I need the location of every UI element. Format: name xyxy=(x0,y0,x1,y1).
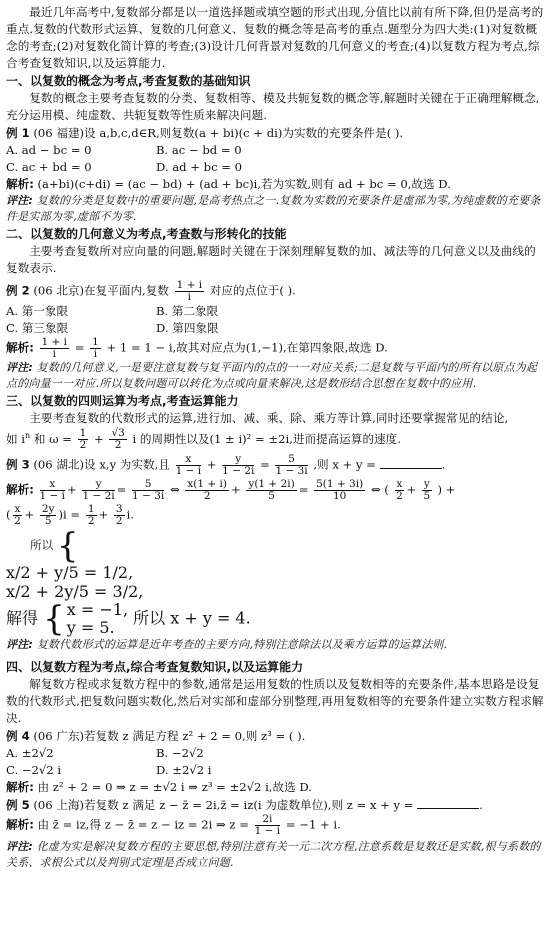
section-3-heading: 三、以复数的四则运算为考点,考查运算能力 xyxy=(6,394,239,408)
option-b: B. ac − bd = 0 xyxy=(156,143,242,157)
solution-label: 解析: xyxy=(6,177,34,191)
note-label: 评注: xyxy=(6,638,33,652)
fraction: $\frac{y(1 + 2i)}{5}$ xyxy=(248,478,295,503)
fraction: $\frac{x}{1 - i}$ xyxy=(175,453,202,478)
section-3-body-formula: 如 $i^n$ 和 ω = $\frac{1}{2}$ + $\frac{√3}{2}$ i 的周期性以及(1 ± i)² = ±2i,进而提高运算的速度. xyxy=(6,427,401,452)
solution-label: 解析: xyxy=(6,817,34,832)
fraction: $\frac{x(1 + i)}{2}$ xyxy=(187,478,227,503)
answer-blank xyxy=(380,458,442,469)
equals-sign: = xyxy=(74,340,85,355)
example-1-note xyxy=(6,193,544,225)
solution-text: (a+bi)(c+di) = (ac − bd) + (ad + bc)i,若为实数,则有 ad + bc = 0,故选 D. xyxy=(37,177,451,191)
solution-text: + 1 = 1 − i,故其对应点为(1,−1),在第四象限,故选 D. xyxy=(106,340,388,355)
example-2 xyxy=(6,280,544,303)
example-2-solution xyxy=(6,337,544,360)
option-c: C. −2√2 i xyxy=(6,763,62,778)
option-b: B. −2√2 xyxy=(156,746,204,761)
section-4-body: 解复数方程或求复数方程中的参数,通常是运用复数的性质以及复数相等的充要条件,基本思路是设复数的代数形式,把复数问题实数化,然后对实部和虚部分别整理,再用复数相等的充要条件建立实数方程求解决. xyxy=(6,677,544,726)
fraction: $\frac{y}{1 - 2i}$ xyxy=(222,453,255,478)
section-1-body: 复数的概念主要考查复数的分类、复数相等、模及共轭复数的概念等,解题时关键在于正确理解概念,充分运用模、纯虚数、共轭复数等性质来解决问题. xyxy=(6,91,540,122)
example-4-label: 例 4 xyxy=(6,729,30,744)
option-a: A. ad − bc = 0 xyxy=(6,143,92,157)
example-4-text: (06 广东)若复数 z 满足方程 z² + 2 = 0,则 z³ = ( ). xyxy=(33,729,306,744)
intro-paragraph: 最近几年高考中,复数部分都是以一道选择题或填空题的形式出现,分值比以前有所下降,但仍是高考的重点.复数的代数形式运算、复数的几何意义、复数的概念等是高考的重点.题型分为四大类:(1)对复数概念的考查;(2)对复数化简计算的考查;(3)设计几何背景对复数的几何意义的考查;(4)以复数方程为考点,综合考查复数知识,以及运算能力. xyxy=(6,5,544,70)
note-label: 评注: xyxy=(6,361,33,374)
fraction: $\frac{1}{i}$ xyxy=(92,336,99,360)
fraction: $\frac{√3}{2}$ xyxy=(111,427,125,452)
fraction: $\frac{x}{1 - i}$ xyxy=(39,478,66,503)
solution-system: { x = −1, y = 5. xyxy=(43,599,129,640)
section-2-body: 主要考查复数所对应向量的问题,解题时关键在于深刻理解复数的加、减法等的几何意义以及曲线的复数表示. xyxy=(6,244,536,275)
option-b: B. 第二象限 xyxy=(156,304,219,318)
note-text: 复数的几何意义,一是要注意复数与复平面内的点的一一对应关系;二是复数与平面内的所有以原点为起点的向量一一对应.所以复数问题可以转化为点或向量来解决,这是数形结合思想在复数中的应用. xyxy=(6,361,538,390)
note-text: 化虚为实是解决复数方程的主要思想,特别注意有关一元二次方程,注意系数是复数还是实数,根与系数的关系、求根公式以及判别式定理是否成立问题. xyxy=(6,840,541,870)
solution-text: 由 z² + 2 = 0 ⇒ z = ±√2 i ⇒ z³ = ±2√2 i,故选 D. xyxy=(37,780,312,795)
note-label: 评注: xyxy=(6,840,33,854)
example-1-options xyxy=(6,142,544,176)
fraction: $\frac{x}{2}$ xyxy=(396,478,403,503)
fraction: $\frac{y}{1 - 2i}$ xyxy=(82,478,115,503)
option-a: A. ±2√2 xyxy=(6,746,54,761)
document: 最近几年高考中,复数部分都是以一道选择题或填空题的形式出现,分值比以前有所下降,但仍是高考的重点.复数的代数形式运算、复数的几何意义、复数的概念等是高考的重点.题型分为四大类:(1)对复数概念的考查;(2)对复数化简计算的考查;(3)设计几何背景对复数的几何意义的考查;(4)以复数方程为考点,综合考查复数知识,以及运算能力. 一、以复数的概念为考点,考查复数的基础知识 复数的概念主要考查复数的分类、复数相等、模及共轭复数的概念等,解题时关键在于正确理解概念,充分运用模、纯虚数、共轭复数等性质来解决问题. 例 1 (06 福建)设 a,b,c,d∈R,则复数(a + bi)(c + di)为实数的充要条件是( ). A. ad − bc = 0 B. ac − bd = 0 C. ac + bd = 0 D. ad + bc = 0 解析: (a+bi)(c+di) = (ac − bd) + (ad + bc)i,若为实数,则有 ad + bc = 0,故选 D. 评注: 复数的分类是复数中的重要问题,是高考热点之一.复数为实数的充要条件是虚部为零,为纯虚数的充要条件是实部为零,虚部不为零. 二、以复数的几何意义为考点,考查数与形转化的技能 主要考查复数所对应向量的问题,解题时关键在于深刻理解复数的加、减法等的几何意义以及曲线的复数表示. 例 2 (06 北京)在复平面内,复数 $\frac{1 + i}{i}$ 对应的点位于( ). A. 第一象限 B. 第二象限 C. 第三象限 D. 第四象限 解析: $\frac{1 + i}{i}$ = $\frac{1}{i}$ + 1 = 1 − i,故其对应点为(1,−1),在第四象限,故选 D. 评注: 复数的几何意义,一是要注意复数与复平面内的点的一一对应关系;二是复数与平面内的所有以原点为起点的向量一一对应.所以复数问题可以转化为点或向量来解决,这是数形结合思想在复数中的应用. 三、以复数的四则运算为考点,考查运算能力 主要考查复数的代数形式的运算,进行加、减、乘、除、乘方等计算,同时还要掌握常见的结论, 如 $i^n$ 和 ω = $\frac{1}{2}$ + $\frac{√3}{2}$ i 的周期性以及(1 ± i)² = ±2i,进而提高运算的速度. 例 3 (06 湖北)设 x,y 为实数,且 $\frac{x}{1 - i}$ + $\frac{y}{1 - 2i}$ = $\frac{5}{1 - 3i}$ ,则 x + y = . 解析: $\frac{x}{1 - i}$ + $\frac{y}{1 - 2i}$ = $\frac{5}{1 - 3i}$ ⇔ $\frac{x(1 + i)}{2}$ + $\frac{y(1 + 2i)}{5}$ = $\frac{5(1 + 3i)}{10}$ ⇔ ( $\frac{x}{2}$ + $\frac{y}{5}$ ) + ( $\frac{x}{2}$ + $\frac{2y}{5}$ )i = $\frac{1}{2}$ + $\frac{3}{2}$ i. 所以 { x/2 + y/5 = 1/2, x/2 + 2y/5 = 3/2, 解得 { x = −1, y = 5. 所以 x + y = 4. 评注: 复数代数形式的运算是近年考查的主要方向,特别注意除法以及乘方运算的运算法则. 四、以复数方程为考点,综合考查复数知识,以及运算能力 解复数方程或求复数方程中的参数,通常是运用复数的性质以及复数相等的充要条件,基本思路是设复数的代数形式,把复数问题实数化,然后对实部和虚部分别整理,再用复数相等的充要条件建立实数方程求解决. 例 4 (06 广东)若复数 z 满足方程 z² + 2 = 0,则 z³ = ( ). A. ±2√2 B. −2√2 C. −2√2 i D. ±2√2 i 解析: 由 z² + 2 = 0 ⇒ z = ±√2 i ⇒ z³ = ±2√2 i,故选 D. 例 5 (06 上海)若复数 z 满足 z − z̄ = 2i,z̄ = iz(i 为虚数单位),则 z = x + y = . 解析: 由 z̄ = iz,得 z − z̄ = z − iz = 2i ⇒ z = $\frac{2i}{1 - i}$ = −1 + i. 评注: 化虚为实是解决复数方程的主要思想,特别注意有关一元二次方程,注意系数是复数还是实数,根与系数的关系、求根公式以及判别式定理是否成立问题. xyxy=(6,5,544,870)
option-d: D. ±2√2 i xyxy=(156,763,212,778)
example-4-options xyxy=(6,745,544,779)
example-2-options xyxy=(6,303,544,337)
fraction: $\frac{1}{2}$ xyxy=(87,503,95,528)
example-4-solution xyxy=(6,779,544,796)
example-2-text-post: 对应的点位于( ). xyxy=(209,283,296,298)
example-5-text: (06 上海)若复数 z 满足 z − z̄ = 2i,z̄ = iz(i 为虚数单位),则 z = x + y = xyxy=(33,798,418,813)
solution-label: 解析: xyxy=(6,780,34,795)
fraction: $\frac{2i}{1 - i}$ xyxy=(254,813,281,838)
note-text: 复数代数形式的运算是近年考查的主要方向,特别注意除法以及乘方运算的运算法则. xyxy=(36,638,448,652)
equation-system: { xyxy=(56,526,79,567)
example-5: 例 5 (06 上海)若复数 z 满足 z − z̄ = 2i,z̄ = iz(i 为虚数单位),则 z = x + y = . xyxy=(6,798,483,813)
fraction: $\frac{y}{5}$ xyxy=(423,478,431,503)
example-3-solution-line-1: 解析: $\frac{x}{1 - i}$ + $\frac{y}{1 - 2i}$ = $\frac{5}{1 - 3i}$ ⇔ $\frac{x(1 + i)}{2}$ + $\frac{y(1 + 2i)}{5}$ = $\frac{5(1 + 3i)}{10}$ ⇔ ( $\frac{x}{2}$ + $\frac{y}{5}$ ) + xyxy=(6,478,456,503)
fraction: $\frac{1 + i}{i}$ xyxy=(176,279,203,303)
example-2-text-pre: (06 北京)在复平面内,复数 xyxy=(33,283,169,298)
example-4 xyxy=(6,728,544,745)
option-a: A. 第一象限 xyxy=(6,304,69,318)
section-2-heading: 二、以复数的几何意义为考点,考查数与形转化的技能 xyxy=(6,227,287,241)
fraction: $\frac{5}{1 - 3i}$ xyxy=(275,453,308,478)
example-1-text: (06 福建)设 a,b,c,d∈R,则复数(a + bi)(c + di)为实数的充要条件是( ). xyxy=(33,126,404,140)
fraction: $\frac{5(1 + 3i)}{10}$ xyxy=(316,478,364,503)
fraction: $\frac{3}{2}$ xyxy=(115,503,123,528)
example-5-note xyxy=(6,839,544,871)
example-1-label: 例 1 xyxy=(6,126,30,140)
option-d: D. ad + bc = 0 xyxy=(156,160,243,174)
example-2-note xyxy=(6,360,544,392)
fraction: $\frac{5}{1 - 3i}$ xyxy=(132,478,165,503)
option-d: D. 第四象限 xyxy=(156,321,219,335)
fraction: $\frac{1 + i}{i}$ xyxy=(41,336,68,360)
section-1-heading: 一、以复数的概念为考点,考查复数的基础知识 xyxy=(6,74,251,88)
example-1-solution xyxy=(6,176,544,193)
example-3-label: 例 3 xyxy=(6,457,30,472)
example-1 xyxy=(6,125,544,142)
section-4-heading: 四、以复数方程为考点,综合考查复数知识,以及运算能力 xyxy=(6,660,304,675)
answer-blank xyxy=(417,798,479,809)
solution-label: 解析: xyxy=(6,482,34,497)
example-3: 例 3 (06 湖北)设 x,y 为实数,且 $\frac{x}{1 - i}$ + $\frac{y}{1 - 2i}$ = $\frac{5}{1 - 3i}$ ,则 x + y = . xyxy=(6,453,446,478)
note-text: 复数的分类是复数中的重要问题,是高考热点之一.复数为实数的充要条件是虚部为零,为纯虚数的充要条件是实部为零,虚部不为零. xyxy=(6,194,541,223)
fraction: $\frac{1}{2}$ xyxy=(79,427,87,452)
example-3-system: 所以 { xyxy=(30,526,79,567)
fraction: $\frac{x}{2}$ xyxy=(14,503,21,528)
example-5-solution: 解析: 由 z̄ = iz,得 z − z̄ = z − iz = 2i ⇒ z = $\frac{2i}{1 - i}$ = −1 + i. xyxy=(6,813,341,838)
example-5-label: 例 5 xyxy=(6,798,30,813)
example-3-solution-line-2: ( $\frac{x}{2}$ + $\frac{2y}{5}$ )i = $\frac{1}{2}$ + $\frac{3}{2}$ i. xyxy=(6,503,134,528)
section-3-body: 主要考查复数的代数形式的运算,进行加、减、乘、除、乘方等计算,同时还要掌握常见的结论, xyxy=(29,411,509,425)
example-2-label: 例 2 xyxy=(6,283,30,298)
example-3-note xyxy=(6,637,544,653)
solution-label: 解析: xyxy=(6,340,34,355)
option-c: C. ac + bd = 0 xyxy=(6,160,92,174)
note-label: 评注: xyxy=(6,194,33,207)
fraction: $\frac{2y}{5}$ xyxy=(41,503,55,528)
option-c: C. 第三象限 xyxy=(6,321,69,335)
